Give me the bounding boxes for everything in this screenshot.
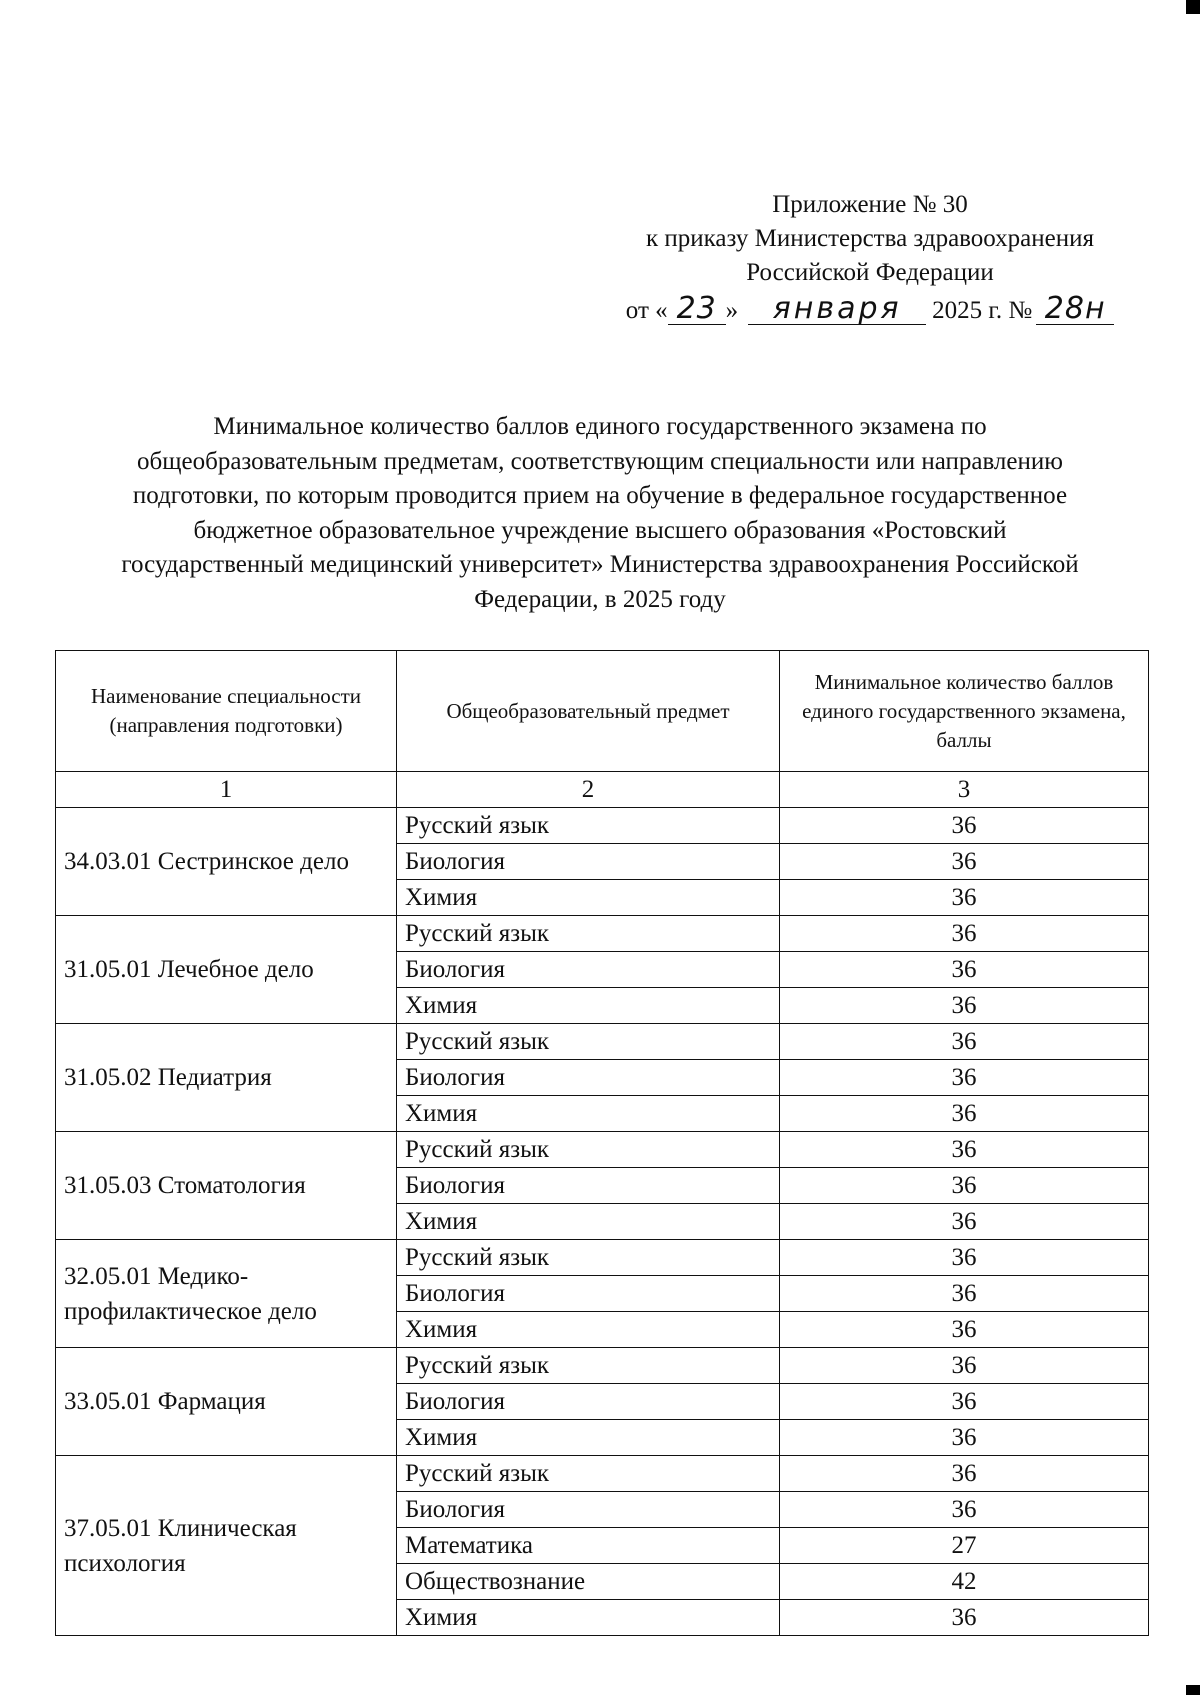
score-cell: 27 bbox=[780, 1528, 1149, 1564]
score-cell: 36 bbox=[780, 808, 1149, 844]
score-cell: 36 bbox=[780, 952, 1149, 988]
subject-cell: Биология bbox=[397, 1168, 780, 1204]
specialty-cell: 32.05.01 Медико-профилактическое дело bbox=[56, 1240, 397, 1348]
score-cell: 36 bbox=[780, 1024, 1149, 1060]
score-cell: 36 bbox=[780, 1240, 1149, 1276]
specialty-cell: 31.05.02 Педиатрия bbox=[56, 1024, 397, 1132]
handwritten-month: января bbox=[748, 294, 926, 325]
scan-corner-mark bbox=[1186, 0, 1200, 14]
specialty-cell: 31.05.01 Лечебное дело bbox=[56, 916, 397, 1024]
title-line: бюджетное образовательное учреждение высшего образования «Ростовский bbox=[193, 516, 1007, 544]
subject-cell: Химия bbox=[397, 1600, 780, 1636]
header-subject: Общеобразовательный предмет bbox=[397, 651, 780, 772]
score-cell: 36 bbox=[780, 1132, 1149, 1168]
column-number: 3 bbox=[780, 772, 1149, 808]
scores-table bbox=[55, 650, 1149, 1636]
subject-cell: Русский язык bbox=[397, 916, 780, 952]
score-cell: 36 bbox=[780, 1276, 1149, 1312]
score-cell: 36 bbox=[780, 1204, 1149, 1240]
column-number: 2 bbox=[397, 772, 780, 808]
score-cell: 36 bbox=[780, 1600, 1149, 1636]
subject-cell: Русский язык bbox=[397, 1240, 780, 1276]
subject-cell: Биология bbox=[397, 1384, 780, 1420]
table-row bbox=[56, 1132, 1149, 1168]
handwritten-day: 23 bbox=[668, 294, 726, 325]
score-cell: 36 bbox=[780, 1420, 1149, 1456]
score-cell: 36 bbox=[780, 1096, 1149, 1132]
date-close-quote: » bbox=[725, 297, 739, 324]
column-number-row bbox=[56, 772, 1149, 808]
score-cell: 36 bbox=[780, 1384, 1149, 1420]
subject-cell: Биология bbox=[397, 1060, 780, 1096]
title-line: государственный медицинский университет» Министерства здравоохранения Российской bbox=[121, 551, 1079, 578]
score-cell: 36 bbox=[780, 988, 1149, 1024]
subject-cell: Биология bbox=[397, 952, 780, 988]
subject-cell: Обществознание bbox=[397, 1564, 780, 1600]
header-specialty: Наименование специальности (направления подготовки) bbox=[56, 651, 397, 772]
handwritten-order-number: 28н bbox=[1036, 294, 1114, 325]
specialty-cell: 37.05.01 Клиническая психология bbox=[56, 1456, 397, 1636]
table-row bbox=[56, 808, 1149, 844]
subject-cell: Химия bbox=[397, 1204, 780, 1240]
score-cell: 42 bbox=[780, 1564, 1149, 1600]
header-min-score: Минимальное количество баллов единого государственного экзамена, баллы bbox=[780, 651, 1149, 772]
subject-cell: Химия bbox=[397, 988, 780, 1024]
subject-cell: Химия bbox=[397, 880, 780, 916]
score-cell: 36 bbox=[780, 1348, 1149, 1384]
subject-cell: Химия bbox=[397, 1420, 780, 1456]
table-row bbox=[56, 1348, 1149, 1384]
score-cell: 36 bbox=[780, 916, 1149, 952]
subject-cell: Биология bbox=[397, 1492, 780, 1528]
scan-corner-mark-bottom bbox=[1186, 1685, 1200, 1695]
table-header-row bbox=[56, 651, 1149, 772]
subject-cell: Русский язык bbox=[397, 1348, 780, 1384]
appendix-order-ref: к приказу Министерства здравоохранения bbox=[645, 225, 1095, 252]
appendix-header bbox=[560, 188, 1180, 328]
table-row bbox=[56, 916, 1149, 952]
column-number: 1 bbox=[56, 772, 397, 808]
title-line: Минимальное количество баллов единого государственного экзамена по bbox=[213, 413, 987, 440]
score-cell: 36 bbox=[780, 1312, 1149, 1348]
appendix-federation: Российской Федерации bbox=[746, 259, 994, 286]
subject-cell: Биология bbox=[397, 844, 780, 880]
score-cell: 36 bbox=[780, 880, 1149, 916]
date-year: 2025 г. № bbox=[932, 297, 1033, 324]
specialty-cell: 34.03.01 Сестринское дело bbox=[56, 808, 397, 916]
subject-cell: Русский язык bbox=[397, 808, 780, 844]
subject-cell: Химия bbox=[397, 1096, 780, 1132]
subject-cell: Биология bbox=[397, 1276, 780, 1312]
table-row bbox=[56, 1240, 1149, 1276]
specialty-cell: 33.05.01 Фармация bbox=[56, 1348, 397, 1456]
table-row bbox=[56, 1456, 1149, 1492]
subject-cell: Химия bbox=[397, 1312, 780, 1348]
subject-cell: Русский язык bbox=[397, 1024, 780, 1060]
date-prefix: от « bbox=[625, 297, 668, 324]
score-cell: 36 bbox=[780, 844, 1149, 880]
subject-cell: Математика bbox=[397, 1528, 780, 1564]
title-line: Федерации, в 2025 году bbox=[474, 585, 726, 613]
score-cell: 36 bbox=[780, 1168, 1149, 1204]
score-cell: 36 bbox=[780, 1456, 1149, 1492]
subject-cell: Русский язык bbox=[397, 1456, 780, 1492]
title-line: подготовки, по которым проводится прием на обучение в федеральное государственное bbox=[132, 482, 1068, 509]
score-cell: 36 bbox=[780, 1060, 1149, 1096]
appendix-date-line bbox=[560, 291, 1180, 328]
specialty-cell: 31.05.03 Стоматология bbox=[56, 1132, 397, 1240]
table-row bbox=[56, 1024, 1149, 1060]
subject-cell: Русский язык bbox=[397, 1132, 780, 1168]
appendix-number: Приложение № 30 bbox=[772, 191, 968, 218]
score-cell: 36 bbox=[780, 1492, 1149, 1528]
document-title bbox=[55, 410, 1145, 617]
title-line: общеобразовательным предметам, соответствующим специальности или направлению bbox=[137, 447, 1063, 475]
